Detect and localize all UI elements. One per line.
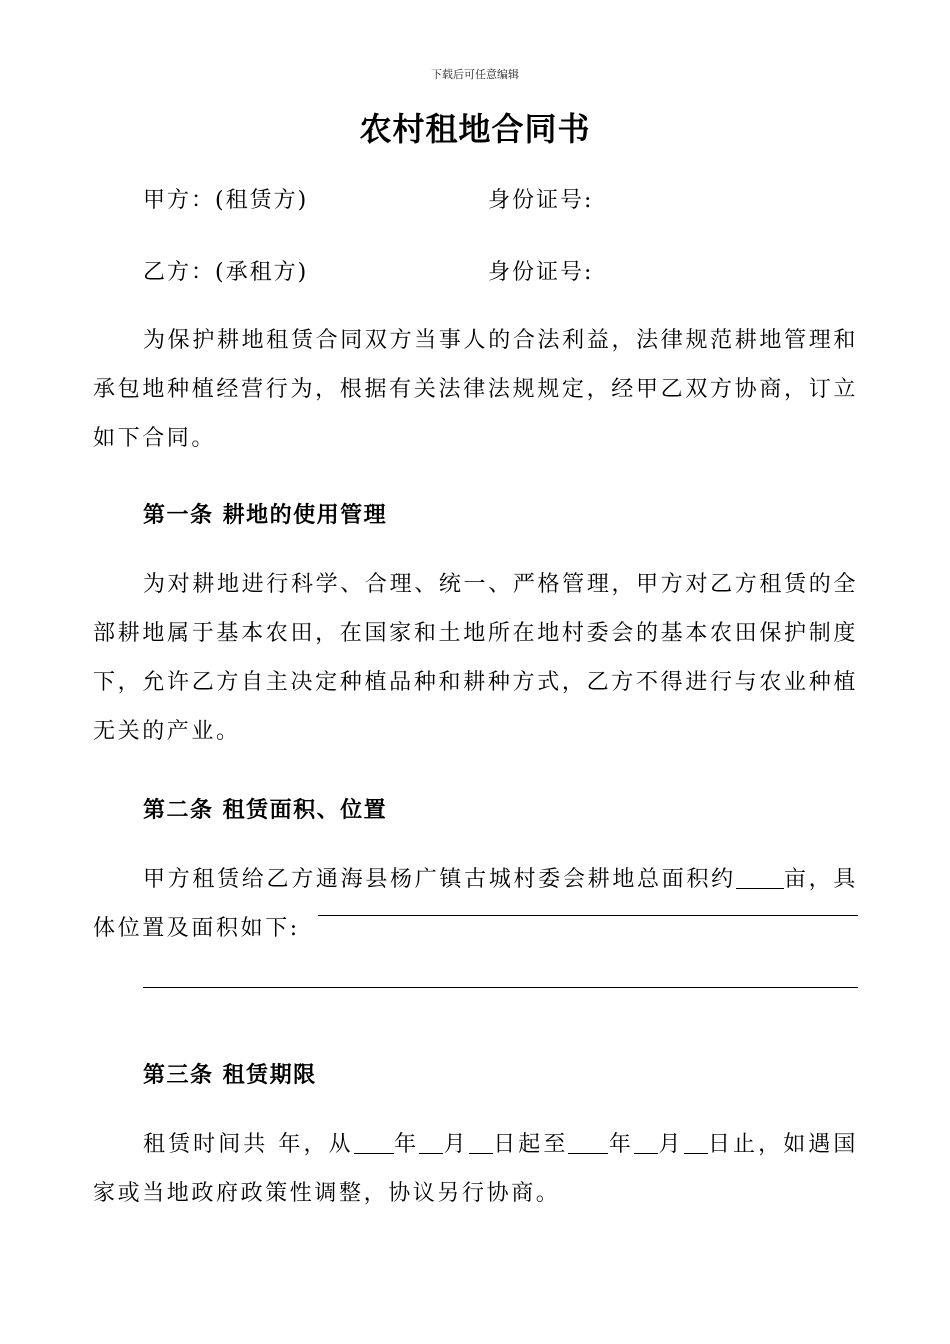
location-fill-line-2 [143, 987, 858, 988]
header-note: 下载后可任意编辑 [431, 68, 519, 81]
article2-heading: 第二条 租赁面积、位置 [143, 798, 388, 823]
area-blank [736, 864, 784, 889]
party-a-id-label: 身份证号: [488, 188, 594, 213]
article3-text-1: 租赁时间共 年，从 [143, 1132, 354, 1157]
end-day-blank [684, 1129, 708, 1154]
article2-text-1: 甲方租赁给乙方通海县杨广镇古城村委会耕地总面积约 [143, 867, 736, 892]
start-month-unit: 月 [443, 1132, 469, 1157]
end-year-unit: 年 [608, 1132, 634, 1157]
article1-paragraph: 为对耕地进行科学、合理、统一、严格管理，甲方对乙方租赁的全部耕地属于基本农田，在国家和土地所在地村委会的基本农田保护制度下，允许乙方自主决定种植品种和耕种方式，乙方不得进行与农业种植无关的产业。 [93, 572, 858, 744]
location-fill-line-1 [318, 915, 858, 916]
article2-paragraph [93, 855, 858, 953]
start-year-blank [354, 1129, 394, 1154]
intro-paragraph: 为保护耕地租赁合同双方当事人的合法利益，法律规范耕地管理和承包地种植经营行为，根据有关法律法规规定，经甲乙双方协商，订立如下合同。 [93, 328, 858, 451]
article2-text-2: 亩，具体位置及面积如下: [93, 867, 858, 941]
party-b-id-label: 身份证号: [488, 260, 594, 285]
party-a-line [143, 183, 594, 214]
end-month-blank [634, 1129, 658, 1154]
article3-paragraph [93, 1120, 858, 1218]
end-year-blank [568, 1129, 608, 1154]
article1-heading: 第一条 耕地的使用管理 [143, 503, 388, 528]
article3-text-2: 日止，如遇国家或当地政府政策性调整，协议另行协商。 [93, 1132, 858, 1206]
end-month-unit: 月 [657, 1132, 684, 1157]
start-day-blank [469, 1129, 493, 1154]
document-title: 农村租地合同书 [359, 110, 591, 148]
start-month-blank [419, 1129, 443, 1154]
start-day-unit: 日起至 [492, 1132, 569, 1157]
party-a-label: 甲方：(租赁方) [143, 188, 309, 213]
party-b-line [143, 255, 594, 286]
article3-heading: 第三条 租赁期限 [143, 1063, 317, 1088]
start-year-unit: 年 [393, 1132, 420, 1157]
party-b-label: 乙方：(承租方) [143, 260, 309, 285]
